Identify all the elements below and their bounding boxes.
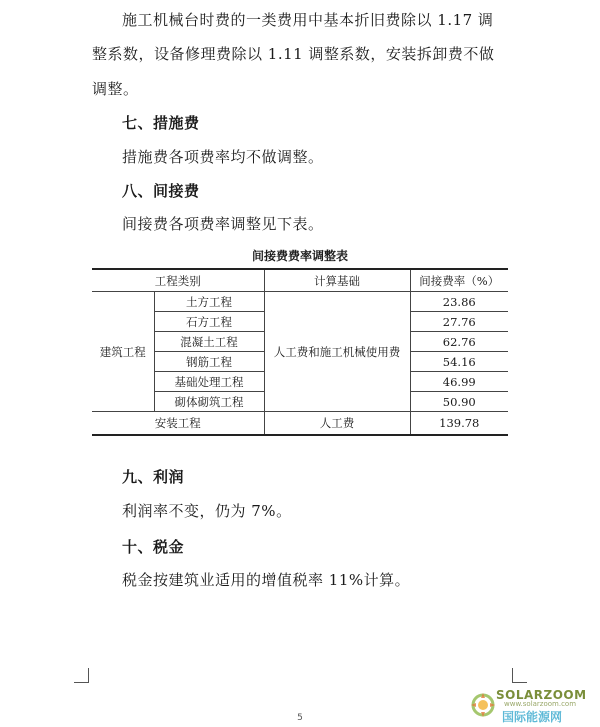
row-name: 基础处理工程 xyxy=(154,372,264,392)
section-8-text: 间接费各项费率调整见下表。 xyxy=(122,215,324,233)
section-9-text: 利润率不变，仍为 7%。 xyxy=(122,502,292,520)
row-rate: 23.86 xyxy=(410,292,508,312)
section-10-heading: 十、税金 xyxy=(122,538,185,556)
install-basis: 人工费 xyxy=(264,412,410,436)
row-name: 混凝土工程 xyxy=(154,332,264,352)
watermark-brand: SOLARZOOM xyxy=(496,688,587,702)
crop-mark-left xyxy=(74,668,89,683)
header-basis: 计算基础 xyxy=(264,269,410,292)
table-caption: 间接费费率调整表 xyxy=(251,249,348,263)
row-name: 钢筋工程 xyxy=(154,352,264,372)
section-10-text: 税金按建筑业适用的增值税率 11%计算。 xyxy=(122,571,411,589)
install-rate: 139.78 xyxy=(410,412,508,436)
row-name: 土方工程 xyxy=(154,292,264,312)
solarzoom-logo-icon xyxy=(470,692,496,718)
watermark-url: www.solarzoom.com xyxy=(504,700,577,708)
crop-mark-right xyxy=(512,668,527,683)
table-row xyxy=(92,292,508,312)
indirect-cost-rate-table xyxy=(92,268,508,436)
row-name: 石方工程 xyxy=(154,312,264,332)
paragraph-1-line-3: 调整。 xyxy=(92,80,139,98)
row-rate: 50.90 xyxy=(410,392,508,412)
section-7-text: 措施费各项费率均不做调整。 xyxy=(122,148,324,166)
row-rate: 46.99 xyxy=(410,372,508,392)
section-8-heading: 八、间接费 xyxy=(122,182,200,200)
row-rate: 62.76 xyxy=(410,332,508,352)
group-label: 建筑工程 xyxy=(92,292,154,412)
paragraph-1-line-2: 整系数，设备修理费除以 1.11 调整系数，安装拆卸费不做 xyxy=(92,45,495,63)
paragraph-1-line-1: 施工机械台时费的一类费用中基本折旧费除以 1.17 调 xyxy=(122,11,494,29)
header-category: 工程类别 xyxy=(92,269,264,292)
solarzoom-watermark xyxy=(468,686,596,724)
section-9-heading: 九、利润 xyxy=(122,468,185,486)
table-row-install xyxy=(92,412,508,436)
page-number: 5 xyxy=(297,713,303,723)
table-header-row xyxy=(92,269,508,292)
row-rate: 54.16 xyxy=(410,352,508,372)
group-basis: 人工费和施工机械使用费 xyxy=(264,292,410,412)
row-rate: 27.76 xyxy=(410,312,508,332)
watermark-cn: 国际能源网 xyxy=(502,710,563,724)
row-name: 砌体砌筑工程 xyxy=(154,392,264,412)
install-name: 安装工程 xyxy=(92,412,264,436)
section-7-heading: 七、措施费 xyxy=(122,114,200,132)
header-rate: 间接费率（%） xyxy=(410,269,508,292)
